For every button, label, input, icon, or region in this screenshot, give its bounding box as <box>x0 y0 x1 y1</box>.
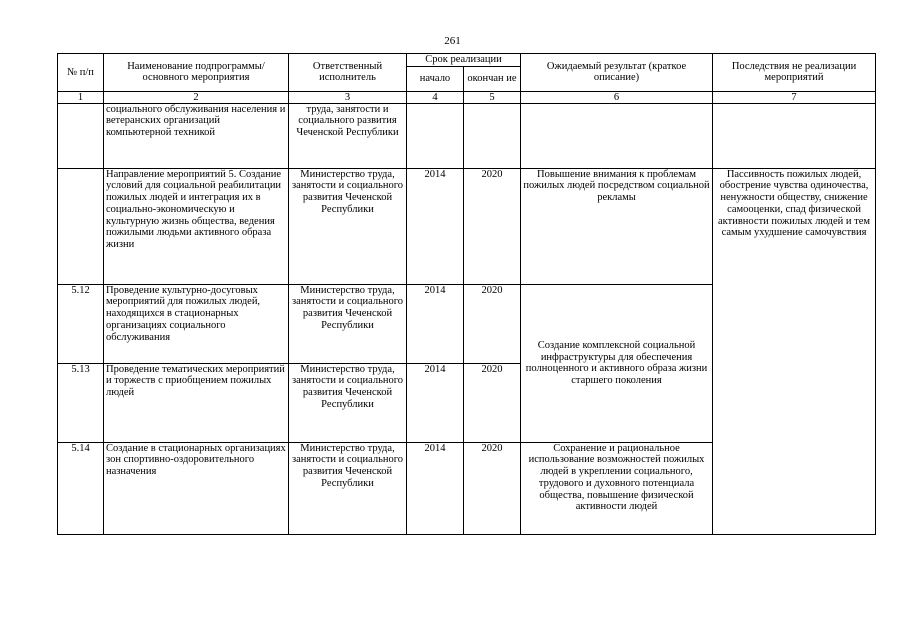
row-responsible: труда, занятости и социального развития Чеченской Республики <box>289 103 407 168</box>
table-row <box>58 103 876 168</box>
row-start <box>407 103 464 168</box>
events-table <box>57 53 876 535</box>
row-end: 2020 <box>464 168 521 284</box>
row-result <box>521 103 713 168</box>
row-end: 2020 <box>464 284 521 363</box>
row-num <box>58 103 104 168</box>
row-consequences <box>713 103 876 168</box>
header-responsible: Ответственный исполнитель <box>289 54 407 92</box>
row-start: 2014 <box>407 442 464 534</box>
header-consequences: Последствия не реализации мероприятий <box>713 54 876 92</box>
column-number: 5 <box>464 91 521 103</box>
page-number: 261 <box>444 35 461 47</box>
row-num: 5.14 <box>58 442 104 534</box>
header-start: начало <box>407 66 464 91</box>
header-row <box>58 54 876 67</box>
row-start: 2014 <box>407 168 464 284</box>
row-consequences: Пассивность пожилых людей, обострение чувства одиночества, ненужности обществу, снижение самооценки, спад физической активности пожилых людей и тем самым ухудшение самочувствия <box>713 168 876 534</box>
table-row <box>58 168 876 284</box>
row-num <box>58 168 104 284</box>
row-responsible: Министерство труда, занятости и социального развития Чеченской Республики <box>289 363 407 442</box>
row-name: социального обслуживания населения и ветеранских организаций компьютерной техникой <box>104 103 289 168</box>
header-num: № п/п <box>58 54 104 92</box>
header-end: окончан ие <box>464 66 521 91</box>
row-num: 5.12 <box>58 284 104 363</box>
row-end: 2020 <box>464 363 521 442</box>
row-responsible: Министерство труда, занятости и социального развития Чеченской Республики <box>289 284 407 363</box>
row-name: Проведение культурно-досуговых мероприятий для пожилых людей, находящихся в стационарных организациях социального обслуживания <box>104 284 289 363</box>
row-start: 2014 <box>407 363 464 442</box>
row-end <box>464 103 521 168</box>
header-result: Ожидаемый результат (краткое описание) <box>521 54 713 92</box>
row-responsible: Министерство труда, занятости и социального развития Чеченской Республики <box>289 168 407 284</box>
row-result: Сохранение и рациональное использование возможностей пожилых людей в укреплении социального, трудового и духовного потенциала общества, повышение физической активности людей <box>521 442 713 534</box>
row-responsible: Министерство труда, занятости и социального развития Чеченской Республики <box>289 442 407 534</box>
column-number: 4 <box>407 91 464 103</box>
column-number: 7 <box>713 91 876 103</box>
row-result: Создание комплексной социальной инфраструктуры для обеспечения полноценного и активного образа жизни старшего поколения <box>521 284 713 442</box>
row-end: 2020 <box>464 442 521 534</box>
row-result: Повышение внимания к проблемам пожилых людей посредством социальной рекламы <box>521 168 713 284</box>
row-name: Направление мероприятий 5. Создание условий для социальной реабилитации пожилых людей и интеграция их в социально-экономическую и культурную жизнь общества, ведения пожилыми людьми активного образа жизни <box>104 168 289 284</box>
row-name: Проведение тематических мероприятий и торжеств с приобщением пожилых людей <box>104 363 289 442</box>
header-name: Наименование подпрограммы/ основного мероприятия <box>104 54 289 92</box>
column-number: 6 <box>521 91 713 103</box>
column-number: 2 <box>104 91 289 103</box>
column-number: 1 <box>58 91 104 103</box>
row-name: Создание в стационарных организациях зон спортивно-оздоровительного назначения <box>104 442 289 534</box>
column-number: 3 <box>289 91 407 103</box>
row-num: 5.13 <box>58 363 104 442</box>
header-period: Срок реализации <box>407 54 521 67</box>
row-start: 2014 <box>407 284 464 363</box>
column-number-row <box>58 91 876 103</box>
